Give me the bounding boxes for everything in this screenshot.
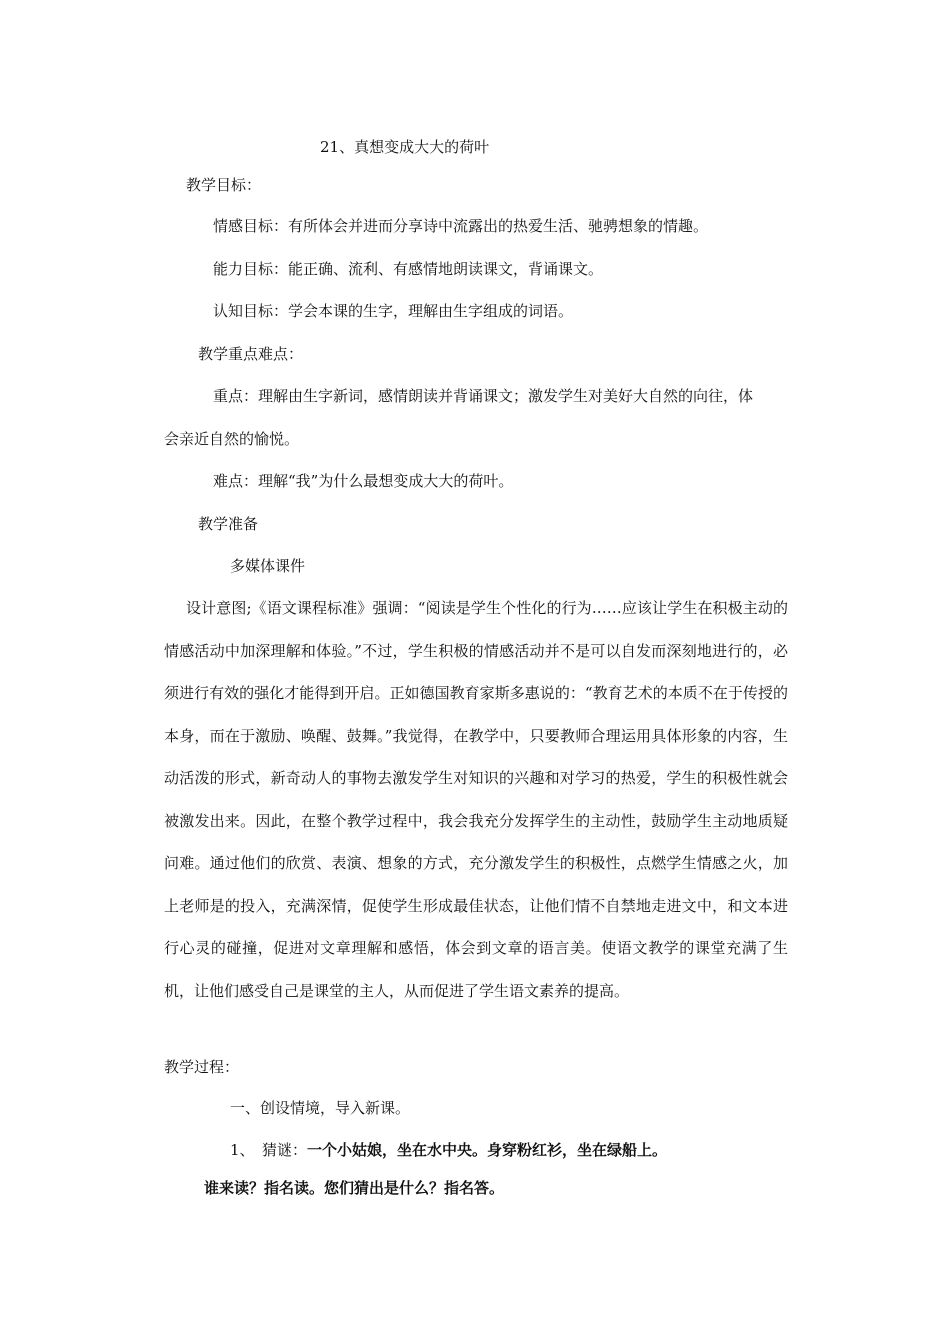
prep-heading: 教学准备 — [198, 515, 259, 533]
design-intent-paragraph — [164, 587, 788, 1012]
riddle-prefix: 1、 猜谜： — [230, 1141, 308, 1159]
riddle-line — [230, 1140, 667, 1160]
goal-cognition: 认知目标：学会本课的生字，理解由生字组成的词语。 — [213, 302, 574, 320]
key-point-line2: 会亲近自然的愉悦。 — [164, 430, 300, 448]
goal-emotion: 情感目标：有所体会并进而分享诗中流露出的热爱生活、驰骋想象的情趣。 — [213, 217, 709, 235]
riddle-followup: 谁来读？指名读。您们猜出是什么？指名答。 — [204, 1179, 505, 1197]
goals-heading: 教学目标： — [186, 176, 262, 194]
design-intent-text: 设计意图;《语文课程标准》强调：“阅读是学生个性化的行为……应该让学生在积极主动的情感活动中加深理解和体验。”不过，学生积极的情感活动并不是可以自发而深刻地进行的，必须进行有效的强化才能得到开启。正如德国教育家斯多惠说的：“教育艺术的本质不在于传授的本身，而在于激励、唤醒、鼓舞。”我觉得，在教学中，只要教师合理运用具体形象的内容，生动活泼的形式，新奇动人的事物去激发学生对知识的兴趣和对学习的热爱，学生的积极性就会被激发出来。因此，在整个教学过程中，我会我充分发挥学生的主动性，鼓励学生主动地质疑问难。通过他们的欣赏、表演、想象的方式，充分激发学生的积极性，点燃学生情感之火，加上老师是的投入，充满深情，促使学生形成最佳状态，让他们情不自禁地走进文中，和文本进行心灵的碰撞，促进对文章理解和感悟，体会到文章的语言美。使语文教学的课堂充满了生机，让他们感受自己是课堂的主人，从而促进了学生语文素养的提高。 — [164, 599, 788, 1000]
key-point-line1: 重点：理解由生字新词，感情朗读并背诵课文；激发学生对美好大自然的向往，体 — [213, 387, 754, 405]
key-heading: 教学重点难点： — [198, 345, 304, 363]
difficulty: 难点：理解“我”为什么最想变成大大的荷叶。 — [213, 472, 514, 490]
riddle-text: 一个小姑娘，坐在水中央。身穿粉红衫，坐在绿船上。 — [307, 1141, 668, 1159]
step-1: 一、创设情境，导入新课。 — [230, 1099, 411, 1117]
process-heading: 教学过程： — [164, 1058, 240, 1076]
prep-item: 多媒体课件 — [230, 557, 306, 575]
page-title: 21、真想变成大大的荷叶 — [320, 138, 490, 156]
goal-ability: 能力目标：能正确、流利、有感情地朗读课文，背诵课文。 — [213, 260, 604, 278]
